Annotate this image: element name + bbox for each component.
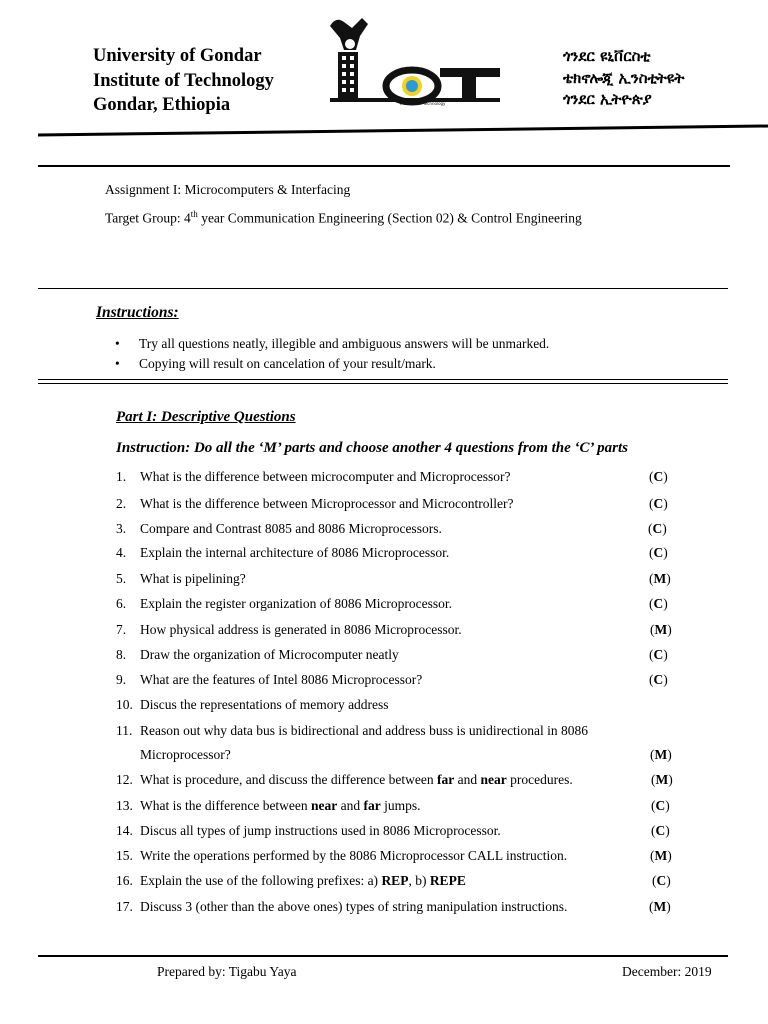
question-tag-letter: C (653, 545, 664, 560)
instruction-item: • Try all questions neatly, illegible and ambiguous answers will be unmarked. (115, 334, 549, 354)
target-prefix: Target Group: 4 (105, 210, 191, 226)
question-tag-letter: C (655, 798, 666, 813)
question-text: What is pipelining? (140, 571, 246, 586)
question-text: Explain the use of the following prefixes: a) REP, b) REPE (140, 873, 466, 888)
question-text: What are the features of Intel 8086 Microprocessor? (140, 672, 423, 687)
question-number: 13. (116, 798, 133, 813)
question-item (116, 571, 671, 587)
question-number: 4. (116, 545, 127, 560)
question-text: What is the difference between microcomputer and Microprocessor? (140, 469, 511, 484)
question-text: Explain the register organization of 8086 Microprocessor. (140, 596, 453, 611)
question-tag: (C) (649, 647, 668, 662)
target-sup: th (190, 209, 198, 219)
question-text: How physical address is generated in 8086 Microprocessor. (140, 622, 462, 637)
university-name-block (93, 44, 274, 118)
question-text: Microprocessor? (140, 747, 231, 762)
instruction-item: • Copying will result on cancelation of your result/mark. (115, 354, 549, 374)
question-text: What is the difference between Microprocessor and Microcontroller? (140, 496, 514, 511)
question-item (116, 873, 671, 889)
double-rule-top (38, 379, 728, 380)
part1-heading: Part I: Descriptive Questions (116, 409, 296, 425)
question-text: Write the operations performed by the 8086 Microprocessor CALL instruction. (140, 848, 568, 863)
question-tag: (C) (649, 496, 668, 511)
question-text: What is the difference between near and far jumps. (140, 798, 421, 813)
question-tag-letter: C (653, 496, 664, 511)
question-tag-letter: M (653, 571, 667, 586)
question-tag: (M) (650, 622, 672, 637)
divider-mid (38, 288, 728, 289)
question-item (116, 622, 672, 638)
question-tag-letter: M (655, 772, 669, 787)
question-text: Explain the internal architecture of 8086 Microprocessor. (140, 545, 450, 560)
target-group (105, 209, 582, 227)
question-tag-letter: C (653, 469, 664, 484)
question-tag-letter: M (654, 622, 668, 637)
question-tag-letter: C (655, 823, 666, 838)
question-number: 8. (116, 647, 127, 662)
question-number: 3. (116, 521, 127, 536)
part1-instruction: Instruction: Do all the ‘M’ parts and choose another 4 questions from the ‘C’ parts (116, 440, 629, 456)
question-tag-letter: M (654, 848, 668, 863)
question-tag: (C) (649, 672, 668, 687)
question-item (116, 469, 668, 485)
question-tag-letter: C (653, 647, 664, 662)
prepared-by: Prepared by: Tigabu Yaya (157, 964, 297, 979)
question-item (116, 848, 672, 864)
question-item (116, 723, 652, 739)
question-item (116, 798, 670, 814)
question-number: 2. (116, 496, 127, 511)
institute-name: Institute of Technology (93, 70, 274, 91)
question-tag: (C) (651, 823, 670, 838)
question-number: 1. (116, 469, 127, 484)
question-tag: (C) (651, 798, 670, 813)
question-text: Discus the representations of memory address (140, 697, 389, 712)
question-item (116, 647, 668, 663)
question-item (116, 521, 667, 537)
amharic-city: ጎንደር ኢትዮጵያ (563, 90, 652, 108)
question-number: 16. (116, 873, 133, 888)
question-tag: (C) (652, 873, 671, 888)
question-item (116, 899, 671, 915)
city-country: Gondar, Ethiopia (93, 95, 231, 115)
question-number: 15. (116, 848, 133, 863)
logo-caption: Institute of Technology (400, 101, 446, 106)
question-tag: (M) (649, 571, 671, 586)
question-text: Discus all types of jump instructions used in 8086 Microprocessor. (140, 823, 501, 838)
question-number: 14. (116, 823, 133, 838)
question-number: 12. (116, 772, 133, 787)
question-tag: (M) (650, 848, 672, 863)
footer-rule (38, 955, 728, 957)
question-tag-letter: M (654, 747, 668, 762)
assignment-title: Assignment I: Microcomputers & Interfacing (105, 182, 351, 197)
amharic-institute: ቴክኖሎጂ ኢንስቲትዩት (563, 68, 685, 87)
amharic-name-block (563, 46, 684, 111)
question-number: 17. (116, 899, 133, 914)
question-text: Reason out why data bus is bidirectional and address buss is unidirectional in 8086 (140, 723, 589, 738)
question-text: Discuss 3 (other than the above ones) types of string manipulation instructions. (140, 899, 568, 914)
question-tag: (M) (649, 899, 671, 914)
header-slanted-rule (0, 120, 768, 140)
iot-logo-graphic (322, 14, 504, 106)
question-number: 7. (116, 622, 127, 637)
university-name: University of Gondar (93, 46, 262, 66)
footer-date: December: 2019 (622, 964, 712, 979)
question-item-continued (116, 747, 672, 763)
question-item (116, 823, 670, 839)
question-tag-letter: C (656, 873, 667, 888)
question-number: 9. (116, 672, 127, 687)
question-number: 6. (116, 596, 127, 611)
amharic-university: ጎንደር ዩኒቨርስቲ (563, 47, 651, 65)
question-tag-letter: C (653, 672, 664, 687)
question-item (116, 496, 668, 512)
instructions-heading: Instructions: (96, 304, 179, 321)
question-item (116, 697, 652, 713)
question-tag-letter: C (652, 521, 663, 536)
question-item (116, 545, 668, 561)
question-tag: (C) (649, 469, 668, 484)
iot-logo (322, 14, 504, 106)
question-item (116, 672, 668, 688)
instructions-list (115, 334, 549, 374)
question-tag: (C) (649, 545, 668, 560)
question-item (116, 596, 668, 612)
question-text: Compare and Contrast 8085 and 8086 Microprocessors. (140, 521, 442, 536)
divider-top (38, 165, 730, 167)
question-text: Draw the organization of Microcomputer neatly (140, 647, 399, 662)
question-item (116, 772, 673, 788)
question-number: 11. (116, 723, 133, 738)
question-text: What is procedure, and discuss the difference between far and near procedures. (140, 772, 573, 787)
question-tag: (M) (650, 747, 672, 762)
question-number: 5. (116, 571, 127, 586)
double-rule-bottom (38, 383, 728, 384)
question-number: 10. (116, 697, 133, 712)
question-tag: (M) (651, 772, 673, 787)
question-tag-letter: C (653, 596, 664, 611)
question-tag: (C) (648, 521, 667, 536)
question-tag-letter: M (653, 899, 667, 914)
target-suffix: year Communication Engineering (Section 02) & Control Engineering (197, 210, 582, 226)
question-tag: (C) (649, 596, 668, 611)
